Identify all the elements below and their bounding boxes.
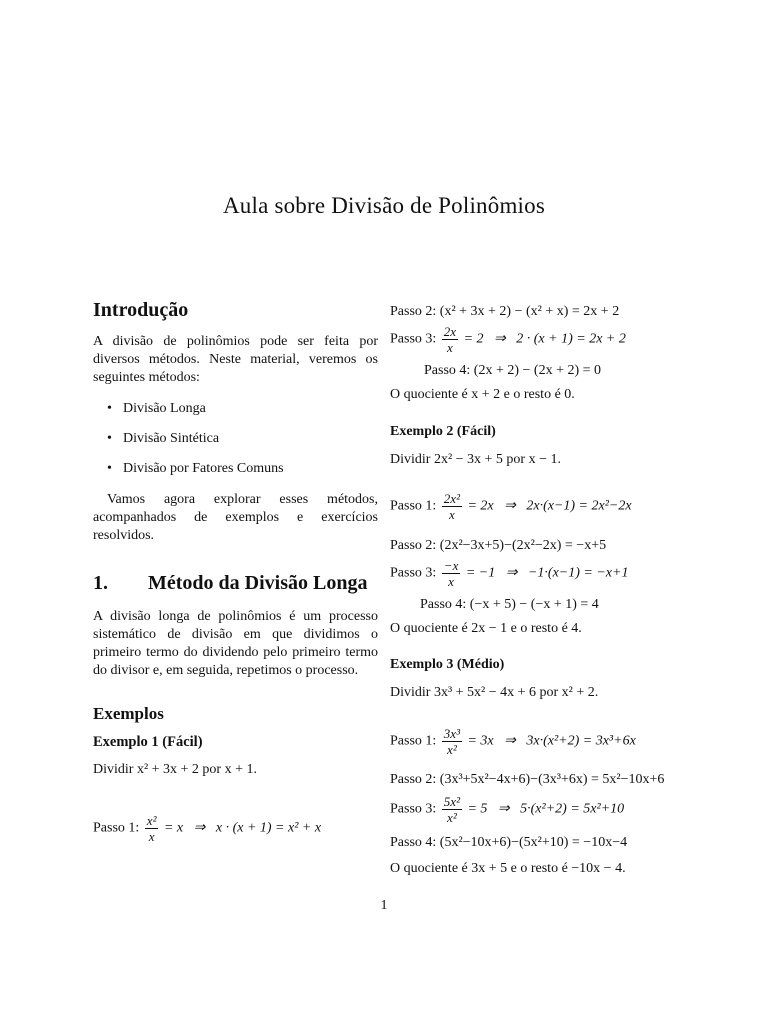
example2-result: O quociente é 2x − 1 e o resto é 4. <box>390 621 582 636</box>
example2-step3 <box>390 558 628 589</box>
numerator: −x <box>443 558 459 573</box>
denominator: x <box>448 574 454 589</box>
step-label: Passo 1: <box>390 498 437 514</box>
step-label: Passo 3: <box>390 801 437 817</box>
denominator: x <box>448 507 455 522</box>
list-item <box>93 399 378 429</box>
section1-heading <box>93 571 378 596</box>
denominator: x² <box>447 810 457 825</box>
fraction <box>442 324 458 355</box>
example3-step1 <box>390 726 636 757</box>
step-equation: = 2x ⇒ 2x·(x−1) = 2x²−2x <box>467 498 632 514</box>
step-equation: = 2 ⇒ 2 · (x + 1) = 2x + 2 <box>463 331 626 347</box>
example3-result: O quociente é 3x + 5 e o resto é −10x − 4. <box>390 861 626 876</box>
example1-step1 <box>93 805 378 845</box>
example2-step1 <box>390 491 632 522</box>
example2-step4: Passo 4: (−x + 5) − (−x + 1) = 4 <box>420 597 599 612</box>
example3-title: Exemplo 3 (Médio) <box>390 657 505 672</box>
example2-title: Exemplo 2 (Fácil) <box>390 424 496 439</box>
left-column <box>93 298 378 845</box>
examples-heading: Exemplos <box>93 704 164 723</box>
example1-step3 <box>390 324 626 355</box>
denominator: x <box>447 340 453 355</box>
step-equation: = −1 ⇒ −1·(x−1) = −x+1 <box>465 565 629 581</box>
example1-title: Exemplo 1 (Fácil) <box>93 734 203 750</box>
method-label: Divisão Sintética <box>123 431 220 446</box>
page-number: 1 <box>380 898 388 913</box>
method-label: Divisão Longa <box>123 401 206 416</box>
numerator: 3x³ <box>443 726 460 741</box>
intro-paragraph: A divisão de polinômios pode ser feita por diversos métodos. Neste material, veremos os seguintes métodos: <box>93 334 378 385</box>
example3-step4: Passo 4: (5x²−10x+6)−(5x²+10) = −10x−4 <box>390 835 628 850</box>
fraction <box>442 558 461 589</box>
example3-step3 <box>390 794 624 825</box>
list-item <box>93 459 378 489</box>
method-label: Divisão por Fatores Comuns <box>123 461 284 476</box>
step-label: Passo 3: <box>390 331 437 347</box>
section1-paragraph: A divisão longa de polinômios é um processo sistemático de divisão em que dividimos o primeiro termo do dividendo pelo primeiro termo do divisor e, em seguida, repetimos o processo. <box>93 609 378 678</box>
fraction <box>442 491 462 522</box>
step-label: Passo 3: <box>390 565 437 581</box>
methods-list <box>93 399 378 489</box>
example2-step2: Passo 2: (2x²−3x+5)−(2x²−2x) = −x+5 <box>390 538 607 553</box>
intro-heading: Introdução <box>93 299 189 321</box>
bullet-icon: • <box>107 431 112 446</box>
numerator: 2x² <box>443 491 460 506</box>
fraction <box>442 726 462 757</box>
step-label: Passo 1: <box>93 820 140 836</box>
step-label: Passo 1: <box>390 733 437 749</box>
example3-step2: Passo 2: (3x³+5x²−4x+6)−(3x³+6x) = 5x²−10x+6 <box>390 772 665 787</box>
fraction <box>442 794 462 825</box>
bullet-icon: • <box>107 401 112 416</box>
step-equation: = x ⇒ x · (x + 1) = x² + x <box>163 820 322 836</box>
denominator: x <box>148 829 155 844</box>
list-item <box>93 429 378 459</box>
section-title: Método da Divisão Longa <box>148 572 368 594</box>
example1-result: O quociente é x + 2 e o resto é 0. <box>390 387 575 402</box>
numerator: 2x <box>443 324 457 339</box>
example2-prompt: Dividir 2x² − 3x + 5 por x − 1. <box>390 452 561 467</box>
example1-prompt: Dividir x² + 3x + 2 por x + 1. <box>93 762 257 777</box>
example1-step4: Passo 4: (2x + 2) − (2x + 2) = 0 <box>424 363 602 378</box>
numerator: 5x² <box>443 794 460 809</box>
document-title: Aula sobre Divisão de Polinômios <box>223 193 545 218</box>
fraction <box>145 813 159 844</box>
step-equation: = 3x ⇒ 3x·(x²+2) = 3x³+6x <box>467 733 636 749</box>
example1-step2: Passo 2: (x² + 3x + 2) − (x² + x) = 2x + 2 <box>390 304 620 319</box>
denominator: x² <box>447 742 457 757</box>
bullet-icon: • <box>107 461 112 476</box>
section-number: 1. <box>93 572 108 594</box>
step-equation: = 5 ⇒ 5·(x²+2) = 5x²+10 <box>467 801 625 817</box>
numerator: x² <box>146 813 157 828</box>
example3-prompt: Dividir 3x³ + 5x² − 4x + 6 por x² + 2. <box>390 685 599 700</box>
intro-closing: Vamos agora explorar esses métodos, acompanhados de exemplos e exercícios resolvidos. <box>93 492 378 543</box>
